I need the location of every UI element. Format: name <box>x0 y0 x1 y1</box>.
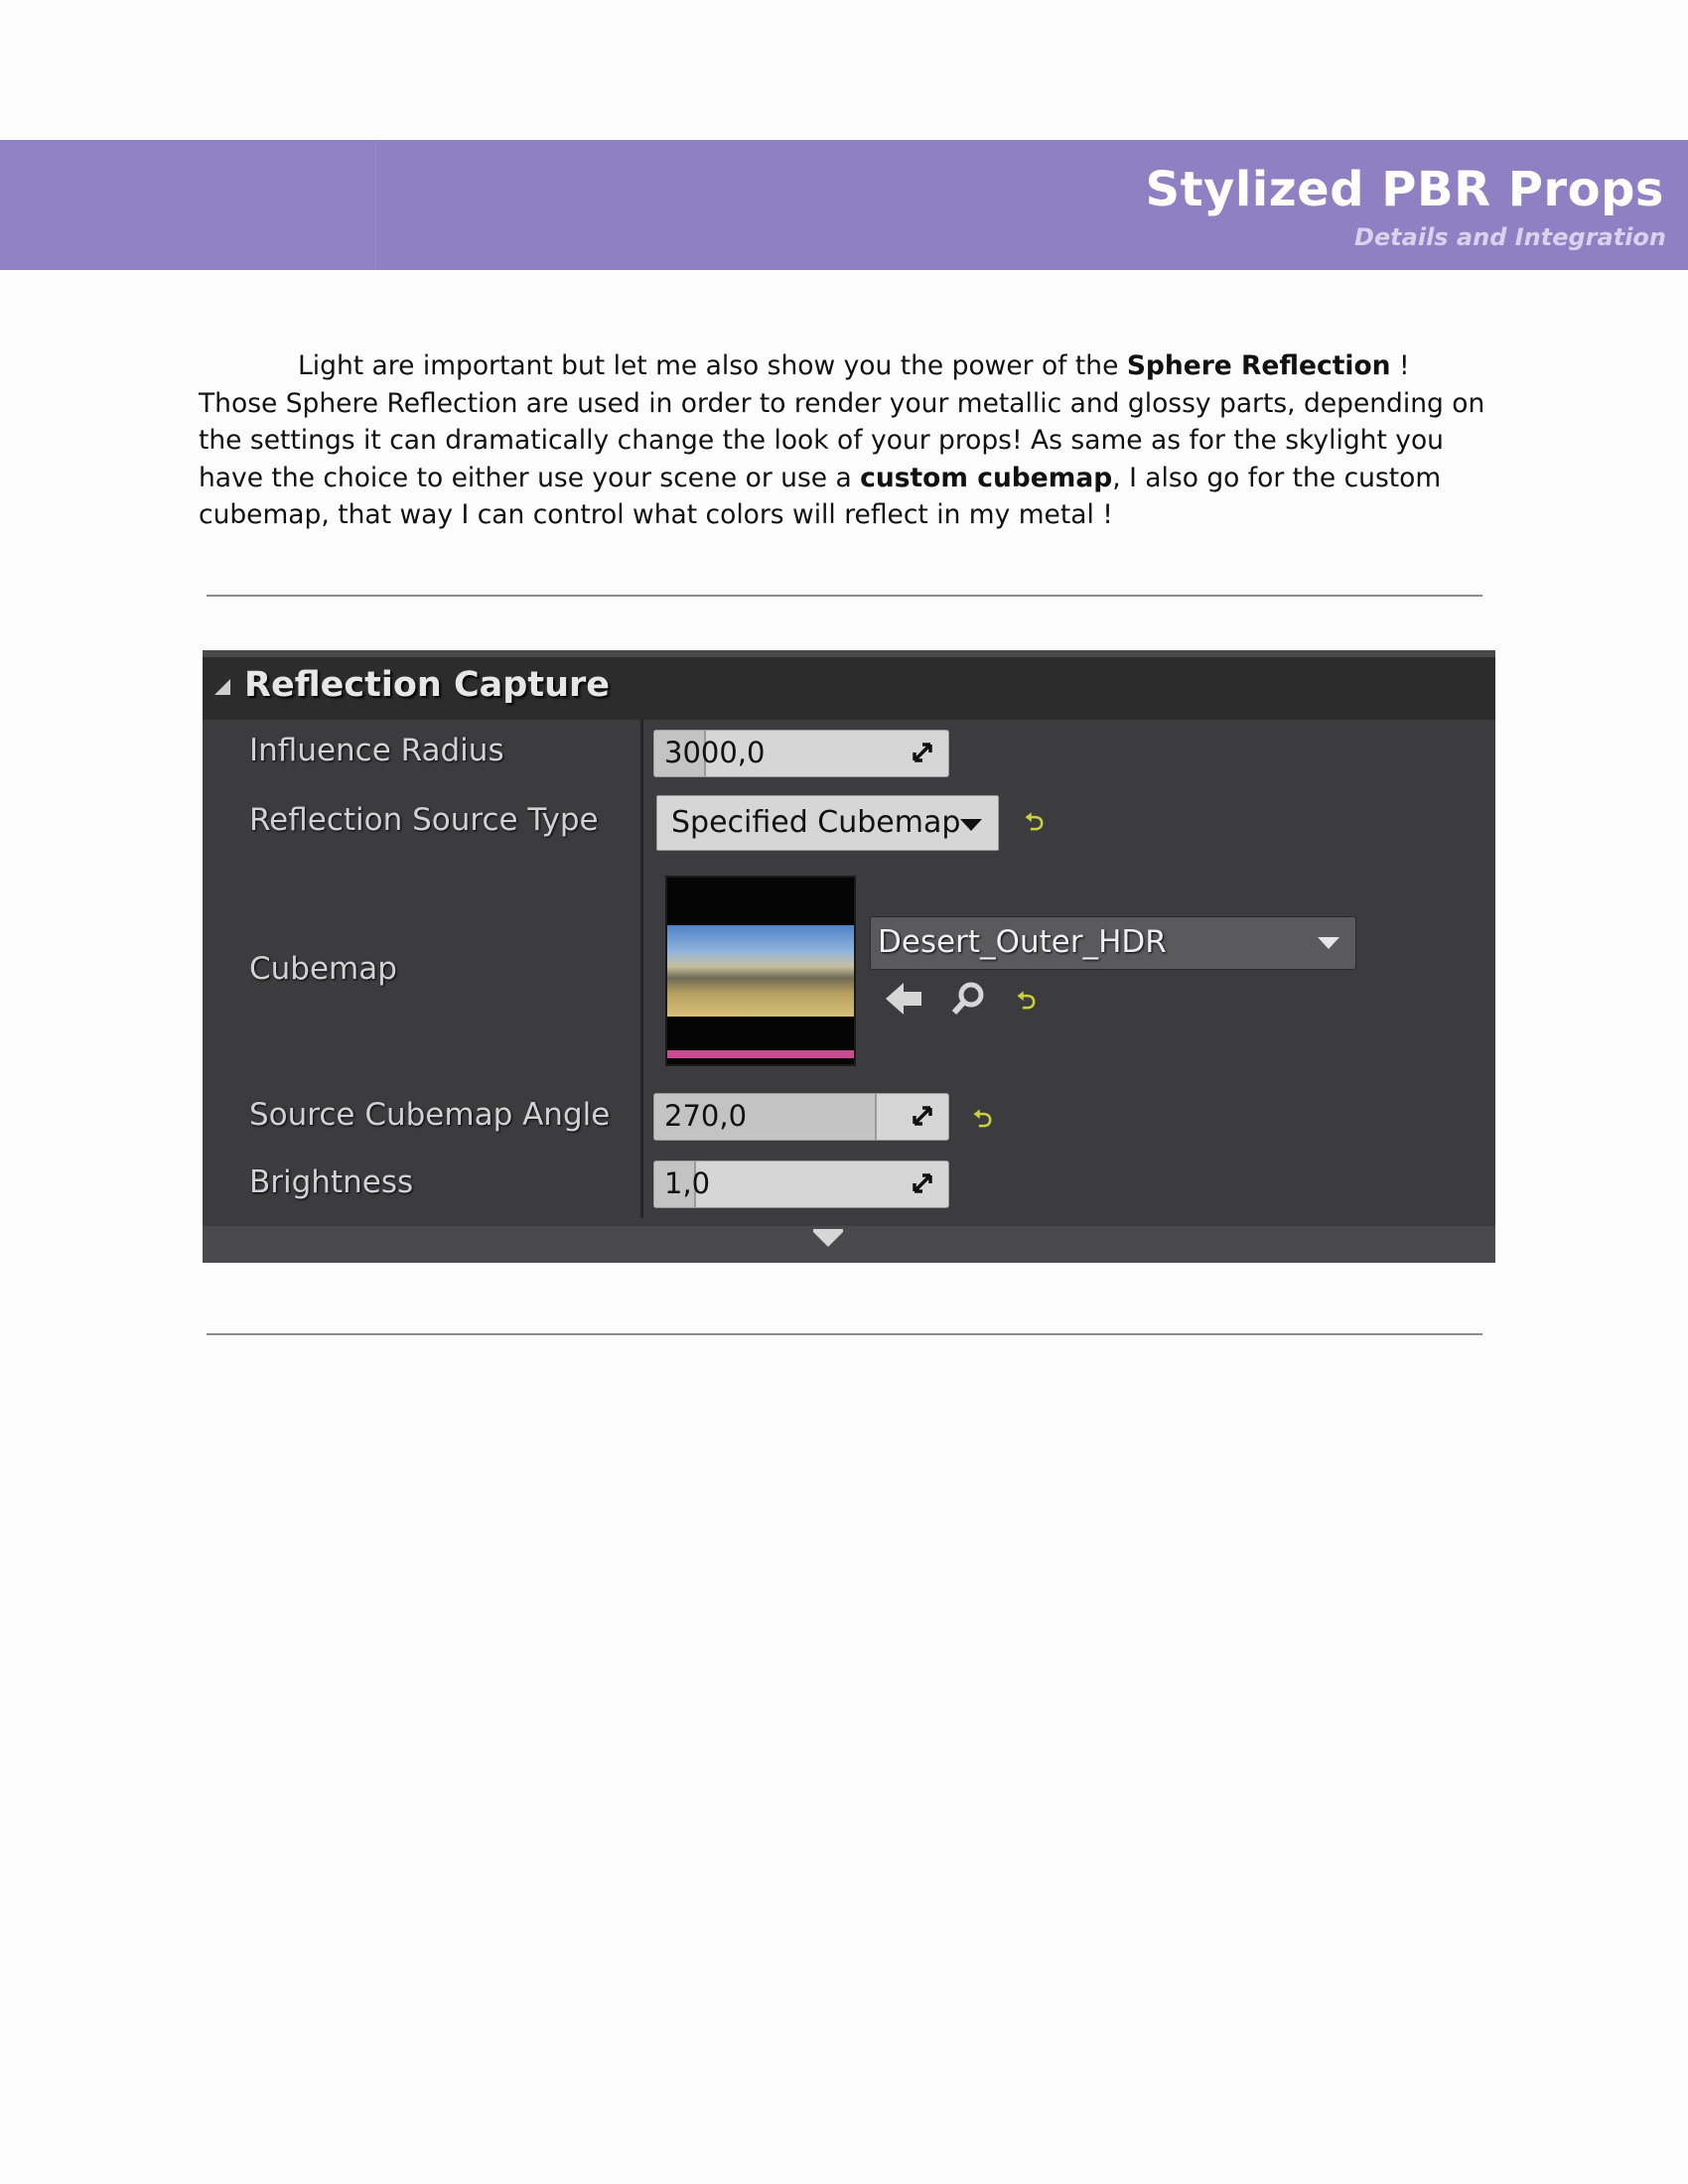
details-panel-screenshot <box>203 650 1495 1263</box>
influence-radius-field[interactable] <box>653 730 949 777</box>
chevron-down-icon <box>1318 937 1339 949</box>
divider-bottom <box>207 1333 1482 1335</box>
asset-type-bar <box>667 1050 854 1058</box>
chevron-down-icon <box>960 819 982 831</box>
body-paragraph <box>199 347 1489 534</box>
collapse-triangle-icon[interactable] <box>214 679 230 695</box>
expand-down-icon[interactable] <box>813 1232 843 1247</box>
magnifier-icon[interactable] <box>949 980 987 1018</box>
panel-top-edge <box>203 650 1495 657</box>
source-cubemap-angle-value: 270,0 <box>664 1099 748 1133</box>
expand-arrows-icon[interactable] <box>911 1171 934 1195</box>
cubemap-asset-name: Desert_Outer_HDR <box>878 924 1167 960</box>
source-cubemap-angle-field[interactable] <box>653 1093 949 1141</box>
paragraph-bold-2: custom cubemap <box>860 462 1113 493</box>
cubemap-thumbnail[interactable] <box>665 876 856 1066</box>
expand-arrows-icon[interactable] <box>911 1104 934 1128</box>
cubemap-asset-picker[interactable] <box>870 916 1356 970</box>
paragraph-text-3: , I also go for the custom cubemap, that way I can control what colors will reflect in my metal ! <box>199 462 1442 530</box>
paragraph-bold-1: Sphere Reflection <box>1126 350 1391 381</box>
reflection-source-type-label: Reflection Source Type <box>249 802 599 838</box>
reset-to-default-icon[interactable]: ⮌ <box>1025 808 1045 836</box>
page-title: Stylized PBR Props <box>1145 162 1664 217</box>
brightness-field[interactable] <box>653 1160 949 1208</box>
reset-to-default-icon[interactable]: ⮌ <box>1017 987 1037 1015</box>
arrow-left-icon[interactable] <box>884 980 923 1018</box>
advanced-properties-toggle[interactable] <box>203 1226 1495 1263</box>
influence-radius-label: Influence Radius <box>249 733 504 768</box>
paragraph-text-1: Light are important but let me also show you the power of the <box>298 350 1127 381</box>
cubemap-preview-image <box>667 925 854 1017</box>
cubemap-label: Cubemap <box>249 951 397 987</box>
header-banner <box>0 140 1688 270</box>
brightness-label: Brightness <box>249 1164 414 1200</box>
divider-top <box>207 595 1482 597</box>
section-header[interactable] <box>203 657 1495 720</box>
page-subtitle: Details and Integration <box>1353 223 1666 251</box>
brightness-value: 1,0 <box>664 1166 711 1200</box>
reflection-source-type-value: Specified Cubemap <box>671 805 961 840</box>
paragraph-text-2: ! Those Sphere Reflection are used in order to render your metallic and glossy parts, depending on the settings it can dramatically change the look of your props! As same as for the skylight you have the choice to either use your scene or use a <box>199 350 1485 493</box>
column-divider[interactable] <box>640 720 643 1218</box>
reset-to-default-icon[interactable]: ⮌ <box>973 1105 993 1133</box>
reflection-source-type-dropdown[interactable] <box>656 795 999 851</box>
section-title: Reflection Capture <box>244 665 610 705</box>
banner-left-panel <box>0 140 376 270</box>
source-cubemap-angle-label: Source Cubemap Angle <box>249 1097 611 1133</box>
expand-arrows-icon[interactable] <box>911 741 934 764</box>
influence-radius-value: 3000,0 <box>664 736 766 769</box>
